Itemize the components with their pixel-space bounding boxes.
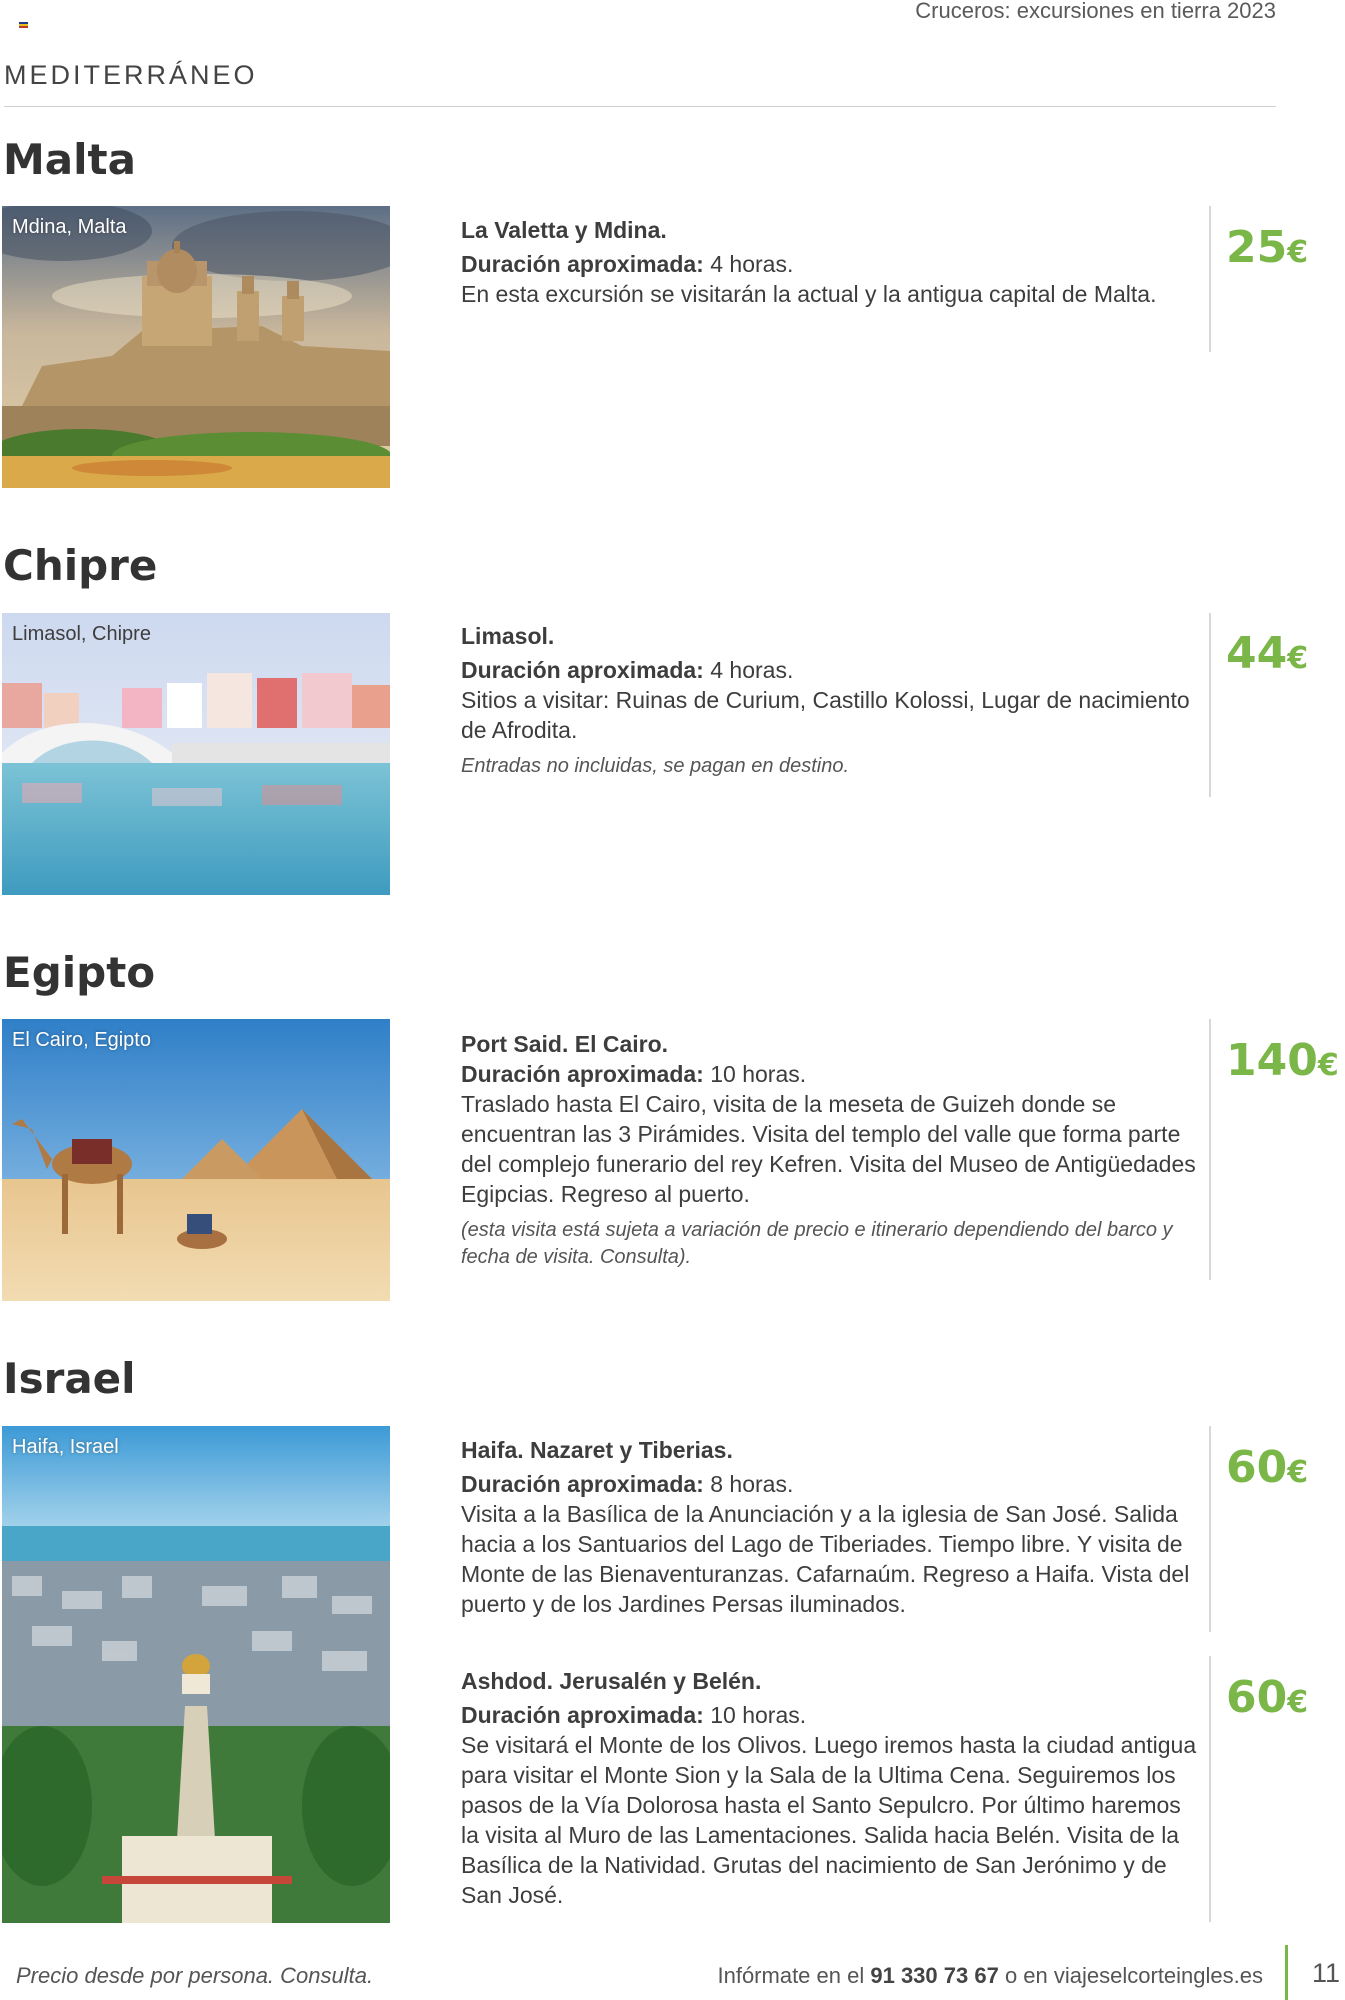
footer-accent-bar [1285, 1945, 1288, 2000]
country-heading-egipto: Egipto [3, 948, 156, 997]
excursion-name: Ashdod. Jerusalén y Belén. [461, 1668, 762, 1694]
duration-value: 8 horas. [710, 1471, 794, 1497]
region-heading: MEDITERRÁNEO [4, 60, 258, 90]
excursion-port-said-el-cairo [461, 1029, 1201, 1271]
photo-mdina-malta [2, 206, 390, 488]
duration-value: 4 horas. [710, 251, 794, 277]
country-heading-chipre: Chipre [3, 541, 158, 590]
excursion-duration [461, 655, 1201, 685]
price-egipto [1226, 1035, 1339, 1086]
price-value: 60 [1226, 1672, 1288, 1723]
country-heading-israel: Israel [3, 1354, 136, 1403]
currency-symbol: € [1287, 1455, 1309, 1490]
duration-label: Duración aproximada: [461, 251, 704, 277]
price-divider [1209, 1019, 1211, 1280]
page-number: 11 [1312, 1958, 1341, 1988]
duration-label: Duración aproximada: [461, 1061, 704, 1087]
excursion-ashdod-jerusalen-belen [461, 1666, 1201, 1910]
photo-caption: Haifa, Israel [12, 1436, 119, 1458]
price-value: 44 [1226, 628, 1288, 679]
excursion-note: Entradas no incluidas, se pagan en destino. [461, 755, 850, 777]
photo-limasol-chipre [2, 613, 390, 895]
document-title: Cruceros: excursiones en tierra 2023 [915, 0, 1276, 23]
excursion-description: Visita a la Basílica de la Anunciación y a la iglesia de San José. Salida hacia a los Santuarios del Lago de Tiberiades. Tiempo libre. Y visita de Monte de las Bienaventuranzas. Cafarnaúm. Regreso a Haifa. Vista del puerto y de los Jardines Persas iluminados. [461, 1501, 1190, 1617]
price-haifa [1226, 1442, 1308, 1493]
duration-value: 4 horas. [710, 657, 794, 683]
country-heading-malta: Malta [3, 135, 136, 184]
duration-label: Duración aproximada: [461, 657, 704, 683]
excursion-name: Port Said. El Cairo. [461, 1031, 669, 1057]
israel-photo-illustration [2, 1426, 390, 1923]
excursion-duration [461, 1469, 1201, 1499]
price-divider [1209, 206, 1211, 352]
duration-value: 10 horas. [710, 1061, 807, 1087]
price-divider [1209, 1426, 1211, 1632]
photo-haifa-israel [2, 1426, 390, 1923]
excursion-duration [461, 249, 1201, 279]
contact-prefix: Infórmate en el [717, 1963, 865, 1988]
currency-symbol: € [1287, 1685, 1309, 1720]
egipto-photo-illustration [2, 1019, 390, 1301]
footer-price-note: Precio desde por persona. Consulta. [16, 1963, 374, 1988]
price-malta [1226, 222, 1308, 273]
duration-label: Duración aproximada: [461, 1471, 704, 1497]
photo-el-cairo-egipto [2, 1019, 390, 1301]
currency-symbol: € [1287, 235, 1309, 270]
currency-symbol: € [1317, 1048, 1339, 1083]
chipre-photo-illustration [2, 613, 390, 895]
duration-value: 10 horas. [710, 1702, 807, 1728]
price-divider [1209, 613, 1211, 797]
price-ashdod [1226, 1672, 1308, 1723]
excursion-haifa-nazaret-tiberias [461, 1435, 1201, 1619]
photo-caption: Mdina, Malta [12, 216, 127, 238]
excursion-la-valetta-mdina [461, 215, 1201, 309]
excursion-duration [461, 1059, 1201, 1089]
excursion-duration [461, 1700, 1201, 1730]
currency-symbol: € [1287, 641, 1309, 676]
flag-icon [19, 22, 28, 28]
excursion-description: Sitios a visitar: Ruinas de Curium, Castillo Kolossi, Lugar de nacimiento de Afrodita. [461, 687, 1190, 743]
duration-label: Duración aproximada: [461, 1702, 704, 1728]
excursion-name: Limasol. [461, 623, 555, 649]
price-value: 140 [1226, 1035, 1318, 1086]
header-divider [4, 106, 1276, 107]
excursion-name: La Valetta y Mdina. [461, 217, 667, 243]
excursion-description: Traslado hasta El Cairo, visita de la meseta de Guizeh donde se encuentran las 3 Pirámides. Visita del templo del valle que forma parte del complejo funerario del rey Kefren. Visita del Museo de Antigüedades Egipcias. Regreso al puerto. [461, 1091, 1196, 1207]
excursion-description: Se visitará el Monte de los Olivos. Luego iremos hasta la ciudad antigua para visitar el Monte Sion y la Sala de la Ultima Cena. Seguiremos los pasos de la Vía Dolorosa hasta el Santo Sepulcro. Por último haremos la visita al Muro de las Lamentaciones. Salida hacia Belén. Visita de la Basílica de la Natividad. Grutas del nacimiento de San Jerónimo y de San José. [461, 1732, 1197, 1908]
excursion-limasol [461, 621, 1201, 780]
photo-caption: Limasol, Chipre [12, 623, 151, 645]
price-value: 60 [1226, 1442, 1288, 1493]
photo-caption: El Cairo, Egipto [12, 1029, 151, 1051]
price-divider [1209, 1656, 1211, 1922]
price-chipre [1226, 628, 1308, 679]
excursion-description: En esta excursión se visitarán la actual y la antigua capital de Malta. [461, 281, 1157, 307]
malta-photo-illustration [2, 206, 390, 488]
excursion-name: Haifa. Nazaret y Tiberias. [461, 1437, 733, 1463]
excursion-note: (esta visita está sujeta a variación de precio e itinerario dependiendo del barco y fecha de visita. Consulta). [461, 1219, 1173, 1268]
contact-website[interactable]: o en viajeselcorteingles.es [1004, 1963, 1263, 1988]
price-value: 25 [1226, 222, 1288, 273]
footer-contact [717, 1963, 1263, 1989]
contact-phone[interactable]: 91 330 73 67 [870, 1963, 999, 1988]
